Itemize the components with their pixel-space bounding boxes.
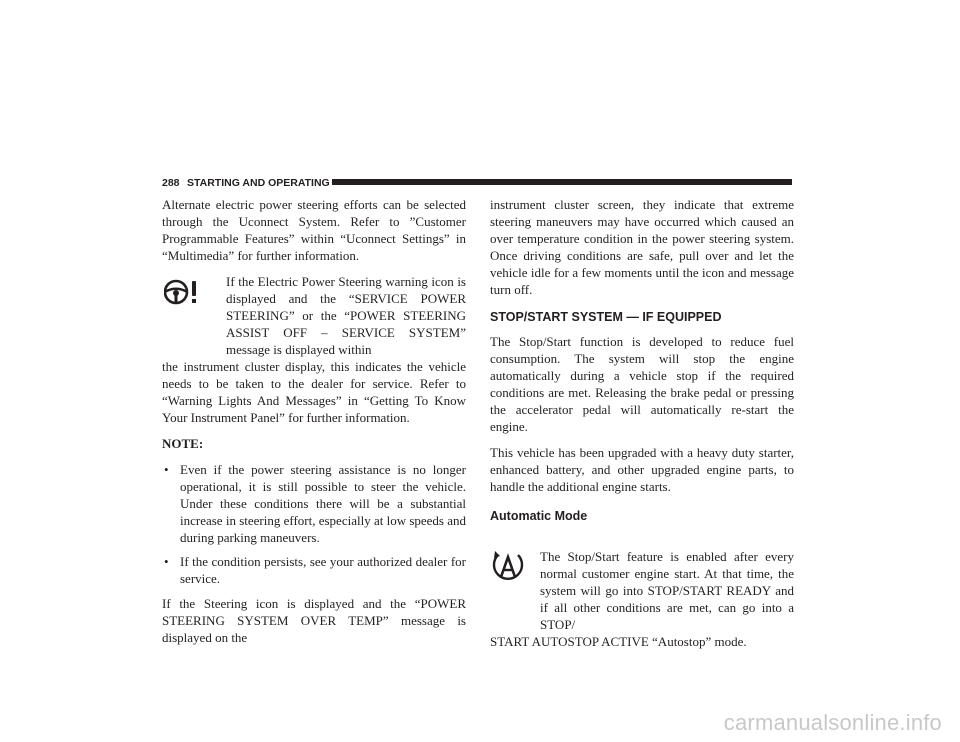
sub-heading: Automatic Mode — [490, 509, 588, 523]
paragraph: If the Steering icon is displayed and the “POWER STEERING SYSTEM OVER TEMP” message is displayed on the — [162, 596, 466, 645]
paragraph: START AUTOSTOP ACTIVE “Autostop” mode. — [490, 634, 747, 649]
paragraph: the instrument cluster display, this indicates the vehicle needs to be taken to the dealer for service. Refer to “Warning Lights And Messages” in “Getting To Know Your Instrument Panel” for further information. — [162, 359, 466, 425]
watermark-text: carmanualsonline.info — [723, 710, 942, 735]
note-list — [162, 461, 466, 587]
list-item-text: If the condition persists, see your authorized dealer for service. — [180, 554, 466, 586]
automatic-mode-block — [490, 534, 794, 633]
bullet-marker: • — [164, 554, 169, 569]
note-label: NOTE: — [162, 436, 204, 451]
bullet-marker: • — [164, 462, 169, 477]
paragraph: Alternate electric power steering efforts can be selected through the Uconnect System. Refer to ”Customer Programmable Features” within “Uconnect Settings” in “Multimedia” for further information. — [162, 197, 466, 263]
list-item-text: Even if the power steering assistance is no longer operational, it is still possible to steer the vehicle. Under these conditions there will be a substantial increase in steering effort, especially at low speeds and during parking maneuvers. — [180, 462, 467, 545]
auto-stop-start-icon — [490, 546, 526, 588]
list-item — [162, 553, 466, 587]
paragraph-indented: The Stop/Start feature is enabled after every normal customer engine start. At that time, the system will go into STOP/START READY and if all other conditions are met, can go into a STOP/ — [540, 549, 794, 632]
page-number: 288 — [162, 177, 180, 189]
left-column — [162, 196, 466, 655]
paragraph-indented: If the Electric Power Steering warning icon is displayed and the “SERVICE POWER STEERING” or the “POWER STEERING ASSIST OFF – SERVICE SYSTEM” message is displayed within — [226, 274, 466, 357]
right-column — [490, 196, 794, 659]
header-rule — [332, 179, 792, 185]
steering-warning-icon — [164, 278, 200, 310]
section-title: STARTING AND OPERATING — [187, 177, 330, 189]
paragraph: The Stop/Start function is developed to reduce fuel consumption. The system will stop the engine automatically during a vehicle stop if the required conditions are met. Releasing the brake pedal or pressing the accelerator pedal will automatically re-start the engine. — [490, 334, 794, 434]
paragraph: instrument cluster screen, they indicate that extreme steering maneuvers may have occurred which caused an over temperature condition in the power steering system. Once driving conditions are safe, pull over and let the vehicle idle for a few moments until the icon and message turn off. — [490, 197, 794, 297]
paragraph: This vehicle has been upgraded with a heavy duty starter, enhanced battery, and other upgraded engine parts, to handle the additional engine starts. — [490, 445, 794, 494]
page-header — [162, 176, 792, 190]
steering-warning-block — [162, 273, 466, 358]
section-heading: STOP/START SYSTEM — IF EQUIPPED — [490, 310, 722, 324]
list-item — [162, 461, 466, 546]
